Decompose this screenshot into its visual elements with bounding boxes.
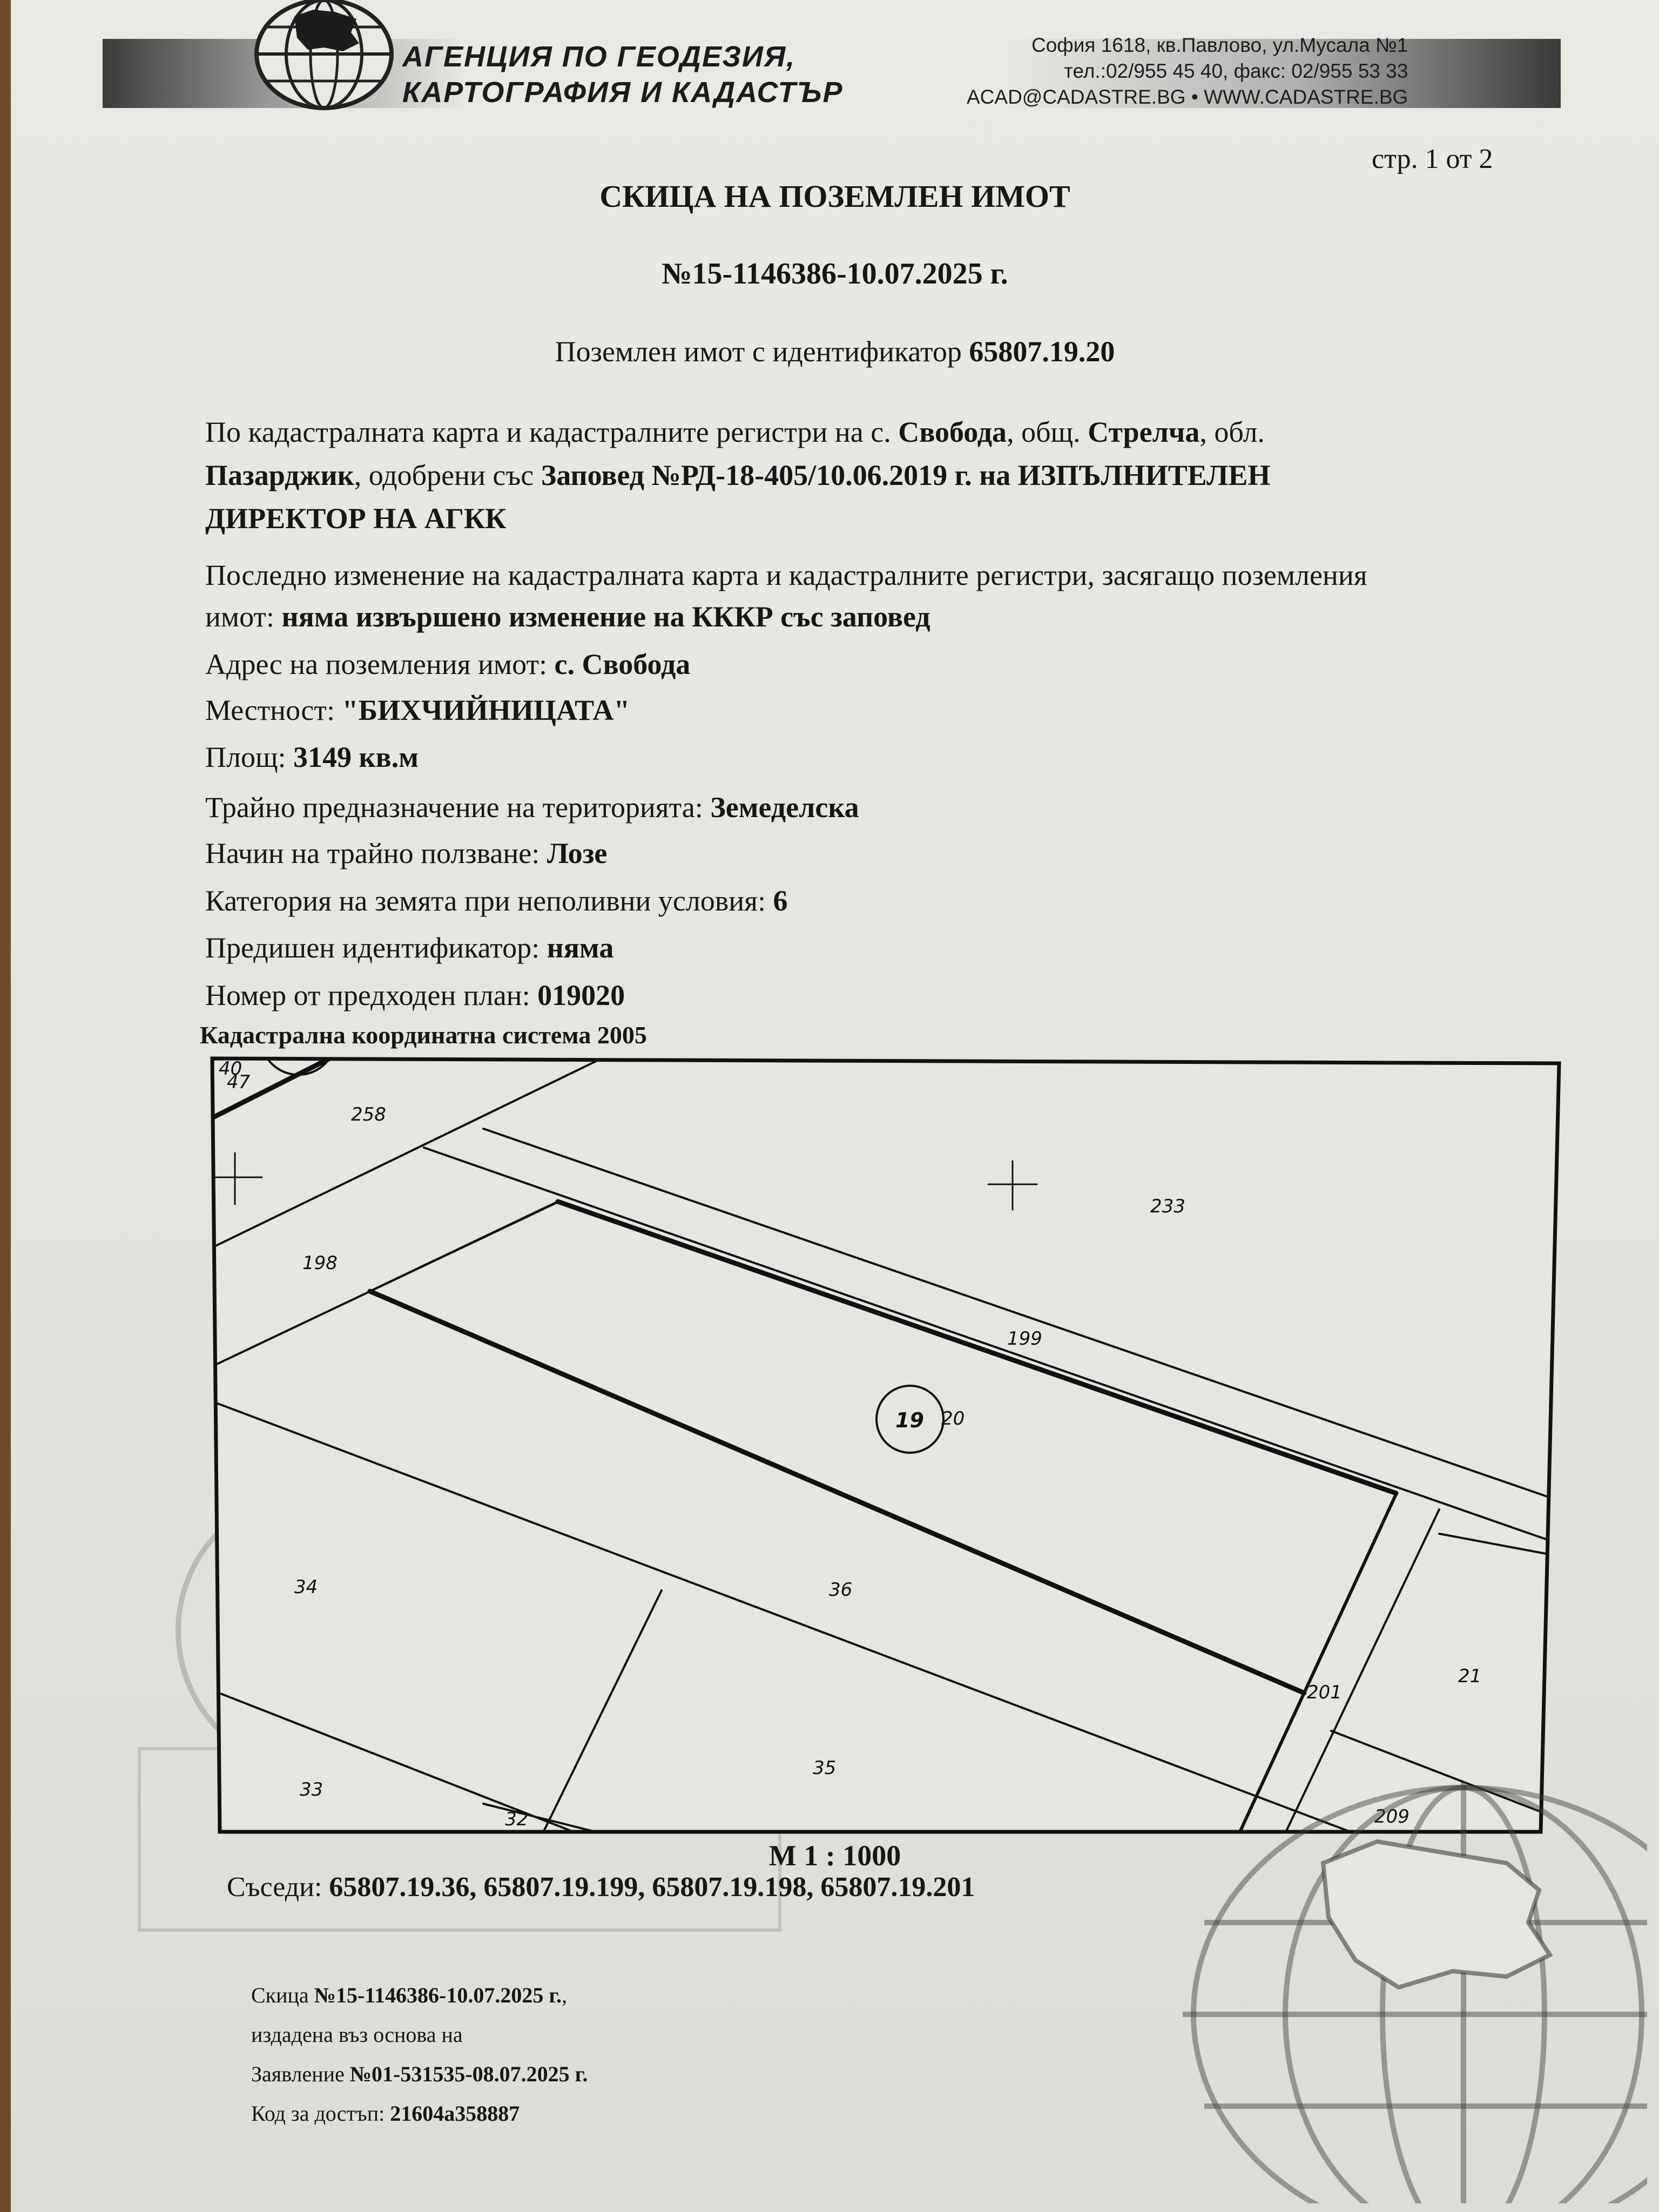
footer-label: Скица — [251, 1983, 309, 2007]
parcel-label-main: 19 — [895, 1408, 924, 1432]
agency-seal-icon — [1161, 1782, 1647, 2203]
globe-logo-icon — [248, 0, 400, 113]
cadastre-text: По кадастралната карта и кадастралните регистри на с. — [205, 416, 891, 448]
field-value: с. Свобода — [554, 648, 691, 680]
field-label: Номер от предходен план: — [205, 979, 530, 1011]
last-change-label: имот: — [205, 601, 274, 633]
neighbours-line — [227, 1871, 975, 1903]
parcel-label: 258 — [351, 1104, 386, 1125]
email-web: ACAD@CADASTRE.BG • WWW.CADASTRE.BG — [967, 86, 1408, 108]
parcel-label: 47 — [227, 1071, 251, 1093]
parcel-label: 209 — [1374, 1806, 1410, 1827]
field-label: Местност: — [205, 694, 335, 726]
phone-fax: тел.:02/955 45 40, факс: 02/955 53 33 — [1063, 60, 1408, 82]
footer-label: Код за достъп: — [251, 2101, 385, 2126]
approval-order: Заповед №РД-18-405/10.06.2019 г. на ИЗПЪЛНИТЕЛЕН — [541, 459, 1271, 491]
agency-name — [402, 39, 844, 110]
field-value: няма — [547, 932, 614, 964]
cadastral-map — [203, 1056, 1563, 1839]
parcel-label: 33 — [300, 1779, 323, 1800]
last-change-value: няма извършено изменение на КККР със заповед — [281, 601, 930, 633]
field-category — [205, 879, 788, 922]
field-value: 6 — [773, 885, 788, 917]
village-name: Свобода — [898, 416, 1007, 448]
map-caption: Кадастрална координатна система 2005 — [200, 1021, 647, 1049]
field-label: Категория на земята при неполивни условия: — [205, 885, 766, 917]
footer-issued-line: издадена въз основа на — [251, 2022, 463, 2047]
identifier-label: Поземлен имот с идентификатор — [555, 335, 962, 368]
cadastre-text: , общ. — [1007, 416, 1081, 448]
identifier-line — [11, 335, 1659, 368]
parcel-label: 20 — [941, 1408, 965, 1429]
field-label: Адрес на поземления имот: — [205, 648, 547, 680]
page-number: стр. 1 от 2 — [1372, 144, 1493, 174]
contact-block — [967, 32, 1408, 110]
parcel-label: 40 — [219, 1058, 242, 1080]
parcel-label: 233 — [1150, 1196, 1185, 1217]
cadastre-line-3 — [205, 497, 506, 540]
cadastre-text: , одобрени със — [354, 459, 534, 491]
field-value: "БИХЧИЙНИЦАТА" — [342, 694, 630, 726]
footer-application-line — [251, 2053, 588, 2096]
last-change-line2 — [205, 595, 930, 638]
field-locality — [205, 689, 630, 732]
approval-order-line2: ДИРЕКТОР НА АГКК — [205, 502, 507, 535]
parcel-label: 32 — [505, 1809, 529, 1830]
field-label: Начин на трайно ползване: — [205, 837, 540, 869]
parcel-label: 21 — [1458, 1665, 1482, 1687]
map-scale: М 1 : 1000 — [768, 1839, 901, 1872]
field-purpose — [205, 786, 859, 829]
field-value: 3149 кв.м — [293, 741, 419, 773]
footer-sketch-line — [251, 1974, 567, 2017]
footer-application-number: №01-531535-08.07.2025 г. — [349, 2062, 588, 2086]
last-change-line1: Последно изменение на кадастралната карта и кадастралните регистри, засягащо поземления — [205, 559, 1367, 591]
field-value: 019020 — [537, 979, 625, 1011]
field-address — [205, 643, 690, 686]
region-name: Пазарджик — [205, 459, 354, 491]
parcel-label: 34 — [294, 1576, 318, 1598]
neighbours-label: Съседи: — [227, 1872, 322, 1903]
identifier-value: 65807.19.20 — [969, 335, 1115, 368]
footer-label: Заявление — [251, 2062, 345, 2086]
municipality-name: Стрелча — [1088, 416, 1200, 448]
neighbours-value: 65807.19.36, 65807.19.199, 65807.19.198, 65807.19.201 — [329, 1872, 975, 1903]
document-number: №15-1146386-10.07.2025 г. — [662, 257, 1008, 291]
field-previous-id — [205, 926, 613, 969]
document-title: СКИЦА НА ПОЗЕМЛЕН ИМОТ — [599, 179, 1070, 214]
cadastre-line-2 — [205, 454, 1270, 497]
field-value: Лозе — [547, 837, 608, 869]
address: София 1618, кв.Павлово, ул.Мусала №1 — [1031, 34, 1408, 56]
field-label: Площ: — [205, 741, 286, 773]
parcel-label: 36 — [829, 1579, 853, 1601]
agency-name-line1: АГЕНЦИЯ ПО ГЕОДЕЗИЯ, — [402, 41, 796, 73]
parcel-label: 201 — [1307, 1682, 1342, 1703]
field-label: Предишен идентификатор: — [205, 932, 540, 964]
footer-sketch-number: №15-1146386-10.07.2025 г. — [314, 1983, 562, 2007]
cadastre-line-1 — [205, 410, 1265, 454]
access-code: 21604a358887 — [390, 2101, 520, 2126]
field-area — [205, 736, 419, 779]
cadastre-text: , обл. — [1199, 416, 1265, 448]
field-value: Земеделска — [710, 791, 859, 824]
field-previous-plan — [205, 974, 625, 1017]
agency-name-line2: КАРТОГРАФИЯ И КАДАСТЪР — [402, 76, 844, 109]
parcel-label: 35 — [813, 1757, 837, 1779]
field-label: Трайно предназначение на територията: — [205, 791, 703, 824]
document-page — [11, 0, 1659, 2212]
footer-text: , — [561, 1983, 567, 2007]
parcel-label: 198 — [302, 1252, 338, 1274]
field-usage — [205, 832, 607, 875]
footer-access-code-line — [251, 2092, 520, 2135]
parcel-label: 199 — [1007, 1328, 1042, 1350]
